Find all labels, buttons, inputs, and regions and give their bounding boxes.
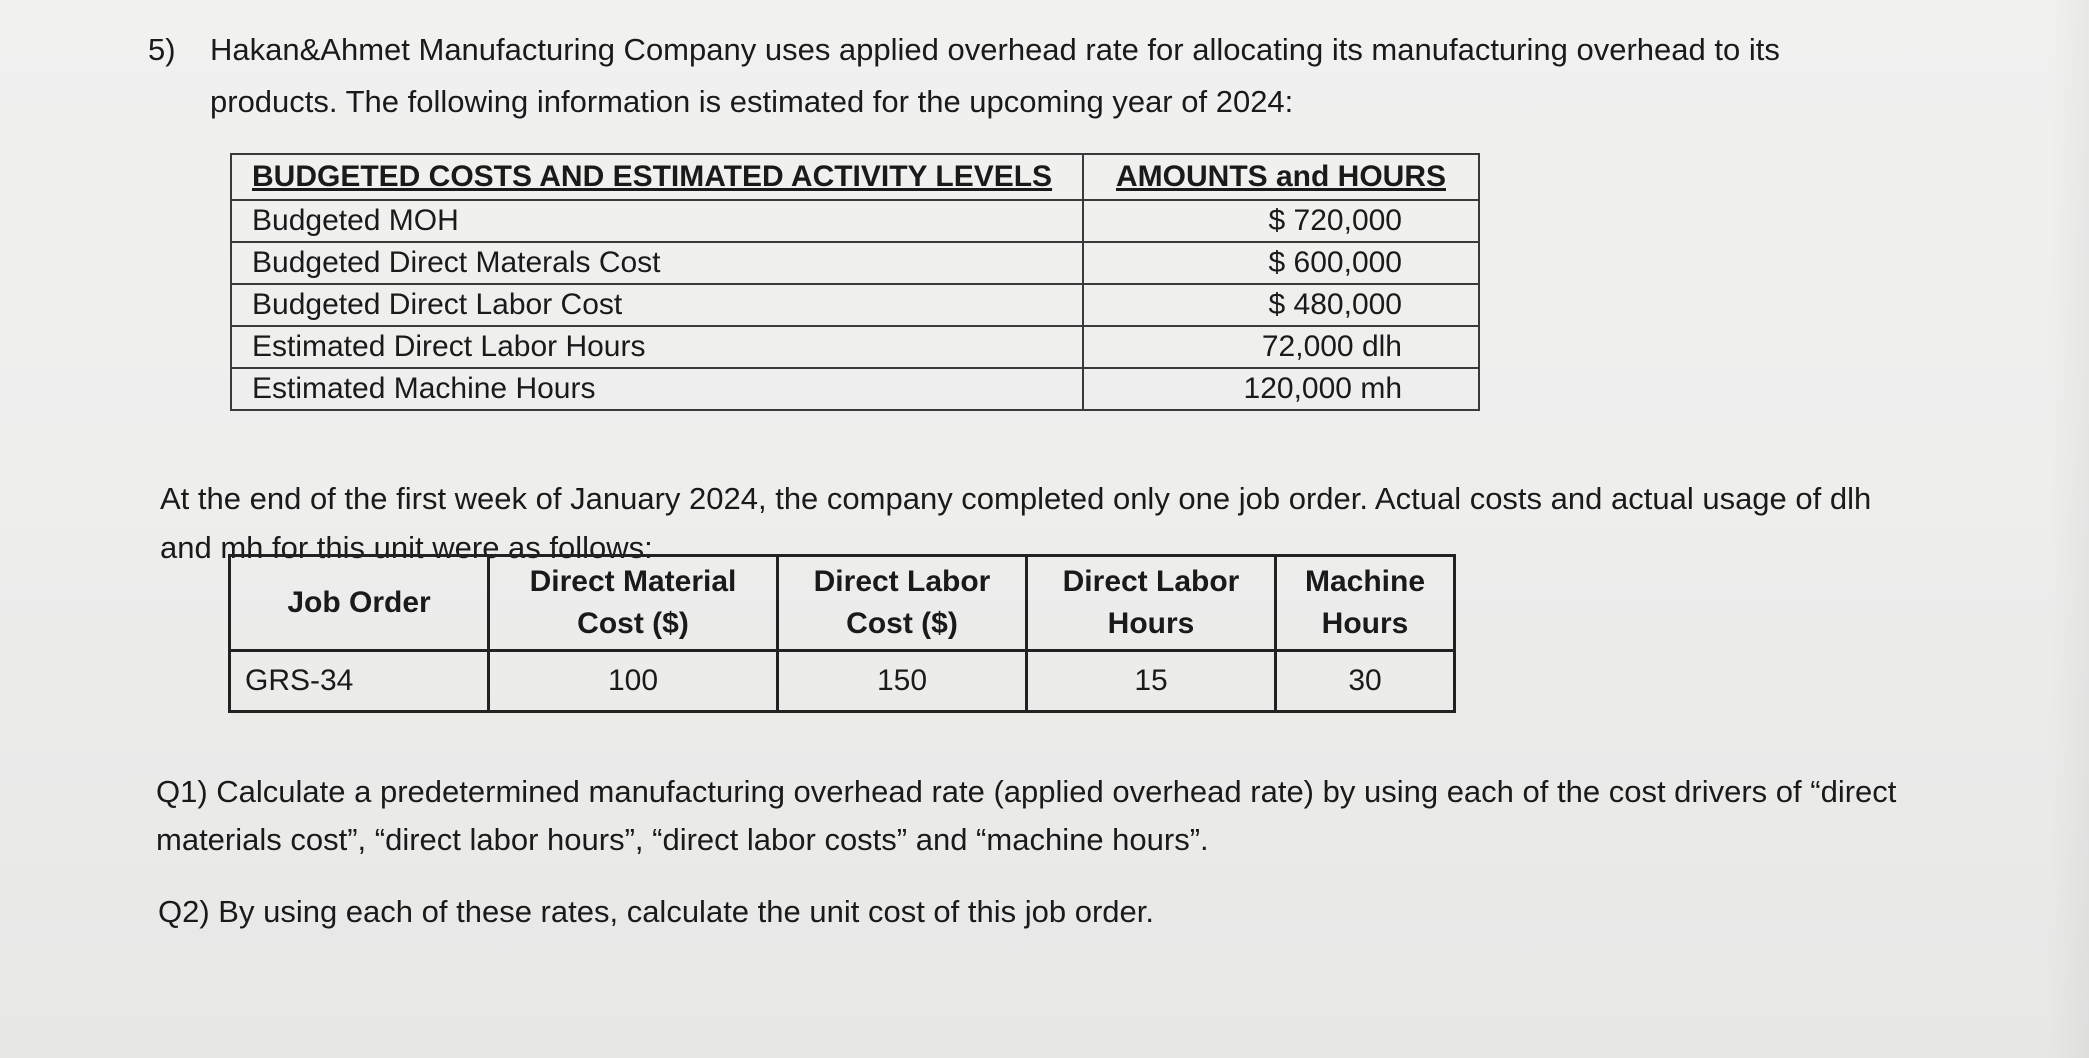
budget-row-label: Budgeted Direct Materals Cost <box>231 242 1083 284</box>
job-table-row <box>230 651 1455 712</box>
question-2: Q2) By using each of these rates, calculate the unit cost of this job order. <box>158 894 1154 929</box>
budget-header-label: BUDGETED COSTS AND ESTIMATED ACTIVITY LEVELS <box>231 154 1083 200</box>
job-header-machine-hours: Machine Hours <box>1276 556 1455 651</box>
job-cell-direct-material-cost: 100 <box>489 651 778 712</box>
job-table-header <box>230 556 1455 651</box>
budget-row-amount: 72,000 dlh <box>1083 326 1479 368</box>
problem-number: 5) <box>148 32 176 67</box>
job-header-direct-labor-hours: Direct Labor Hours <box>1027 556 1276 651</box>
budget-row <box>231 326 1479 368</box>
budget-row-amount: 120,000 mh <box>1083 368 1479 410</box>
job-cell-machine-hours: 30 <box>1276 651 1455 712</box>
budget-row-label: Estimated Machine Hours <box>231 368 1083 410</box>
job-cell-direct-labor-hours: 15 <box>1027 651 1276 712</box>
job-intro-paragraph: At the end of the first week of January 2024, the company completed only one job order. Actual costs and actual usage of dlh and mh for this unit were as follows: <box>160 481 1872 565</box>
problem-intro <box>148 24 1888 128</box>
budget-row <box>231 242 1479 284</box>
budget-row-label: Budgeted Direct Labor Cost <box>231 284 1083 326</box>
problem-intro-text: Hakan&Ahmet Manufacturing Company uses applied overhead rate for allocating its manufacturing overhead to its products. The following information is estimated for the upcoming year of 2024: <box>210 32 1780 119</box>
budget-row-label: Estimated Direct Labor Hours <box>231 326 1083 368</box>
job-cell-job-order: GRS-34 <box>230 651 489 712</box>
budget-row-amount: $ 480,000 <box>1083 284 1479 326</box>
budget-header-amount: AMOUNTS and HOURS <box>1083 154 1479 200</box>
budget-row-amount: $ 720,000 <box>1083 200 1479 242</box>
budget-row-amount: $ 600,000 <box>1083 242 1479 284</box>
question-1: Q1) Calculate a predetermined manufacturing overhead rate (applied overhead rate) by using each of the cost drivers of “direct materials cost”, “direct labor hours”, “direct labor costs” and “machine hours”. <box>156 774 1897 857</box>
job-header-job-order: Job Order <box>230 556 489 651</box>
budget-table-header <box>231 154 1479 200</box>
job-cell-direct-labor-cost: 150 <box>778 651 1027 712</box>
budget-row-label: Budgeted MOH <box>231 200 1083 242</box>
budget-row <box>231 284 1479 326</box>
budget-row <box>231 200 1479 242</box>
page-shadow <box>2049 0 2089 1058</box>
job-header-direct-labor-cost: Direct Labor Cost ($) <box>778 556 1027 651</box>
budget-row <box>231 368 1479 410</box>
job-order-table <box>228 554 1456 713</box>
job-header-direct-material-cost: Direct Material Cost ($) <box>489 556 778 651</box>
budget-table <box>230 153 1480 411</box>
